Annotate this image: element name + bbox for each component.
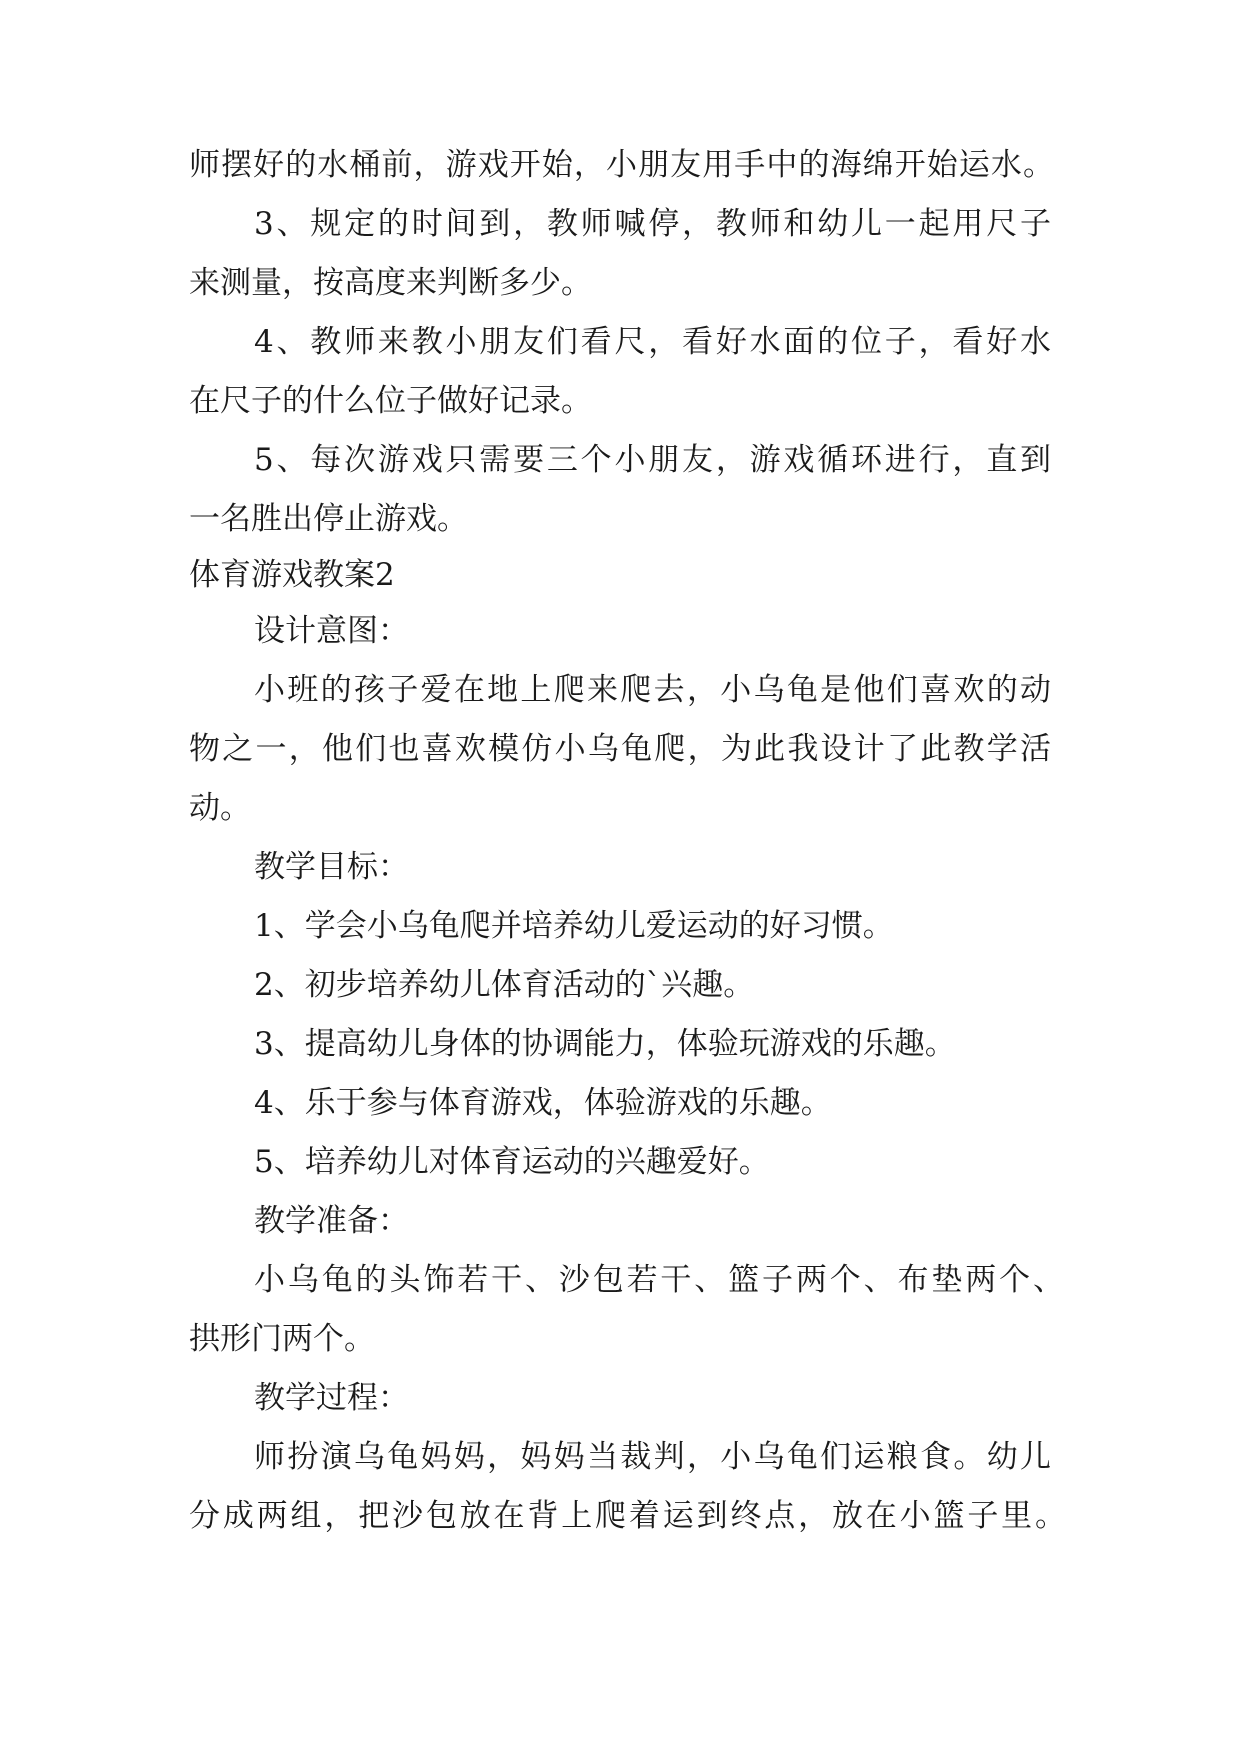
paragraph-line: 4、教师来教小朋友们看尺，看好水面的位子，看好水 [254,324,1051,360]
paragraph-line: 物之一，他们也喜欢模仿小乌龟爬，为此我设计了此教学活 [189,731,1051,767]
list-item: 5、培养幼儿对体育运动的兴趣爱好。 [254,1144,770,1180]
subheading: 教学准备： [254,1203,409,1239]
paragraph-line: 在尺子的什么位子做好记录。 [189,383,592,419]
paragraph-line: 小班的孩子爱在地上爬来爬去，小乌龟是他们喜欢的动 [254,672,1051,708]
paragraph-line: 来测量，按高度来判断多少。 [189,265,592,301]
list-item: 3、提高幼儿身体的协调能力，体验玩游戏的乐趣。 [254,1026,956,1062]
paragraph-line: 拱形门两个。 [189,1321,375,1357]
paragraph-line: 师摆好的水桶前，游戏开始，小朋友用手中的海绵开始运水。 [189,147,1054,183]
list-item: 4、乐于参与体育游戏，体验游戏的乐趣。 [254,1085,832,1121]
paragraph-line: 动。 [189,790,251,826]
paragraph-line: 5、每次游戏只需要三个小朋友，游戏循环进行，直到 [254,442,1051,478]
paragraph-line: 小乌龟的头饰若干、沙包若干、篮子两个、布垫两个、 [254,1262,1064,1298]
subheading: 教学目标： [254,849,409,885]
paragraph-line: 分成两组，把沙包放在背上爬着运到终点，放在小篮子里。 [189,1498,1066,1534]
paragraph-line: 师扮演乌龟妈妈，妈妈当裁判，小乌龟们运粮食。幼儿 [254,1439,1051,1475]
section-heading: 体育游戏教案2 [189,557,395,593]
paragraph-line: 3、规定的时间到，教师喊停，教师和幼儿一起用尺子 [254,206,1051,242]
subheading: 教学过程： [254,1380,409,1416]
list-item: 1、学会小乌龟爬并培养幼儿爱运动的好习惯。 [254,908,894,944]
subheading: 设计意图： [254,613,409,649]
list-item: 2、初步培养幼儿体育活动的`兴趣。 [254,967,755,1003]
paragraph-line: 一名胜出停止游戏。 [189,501,468,537]
